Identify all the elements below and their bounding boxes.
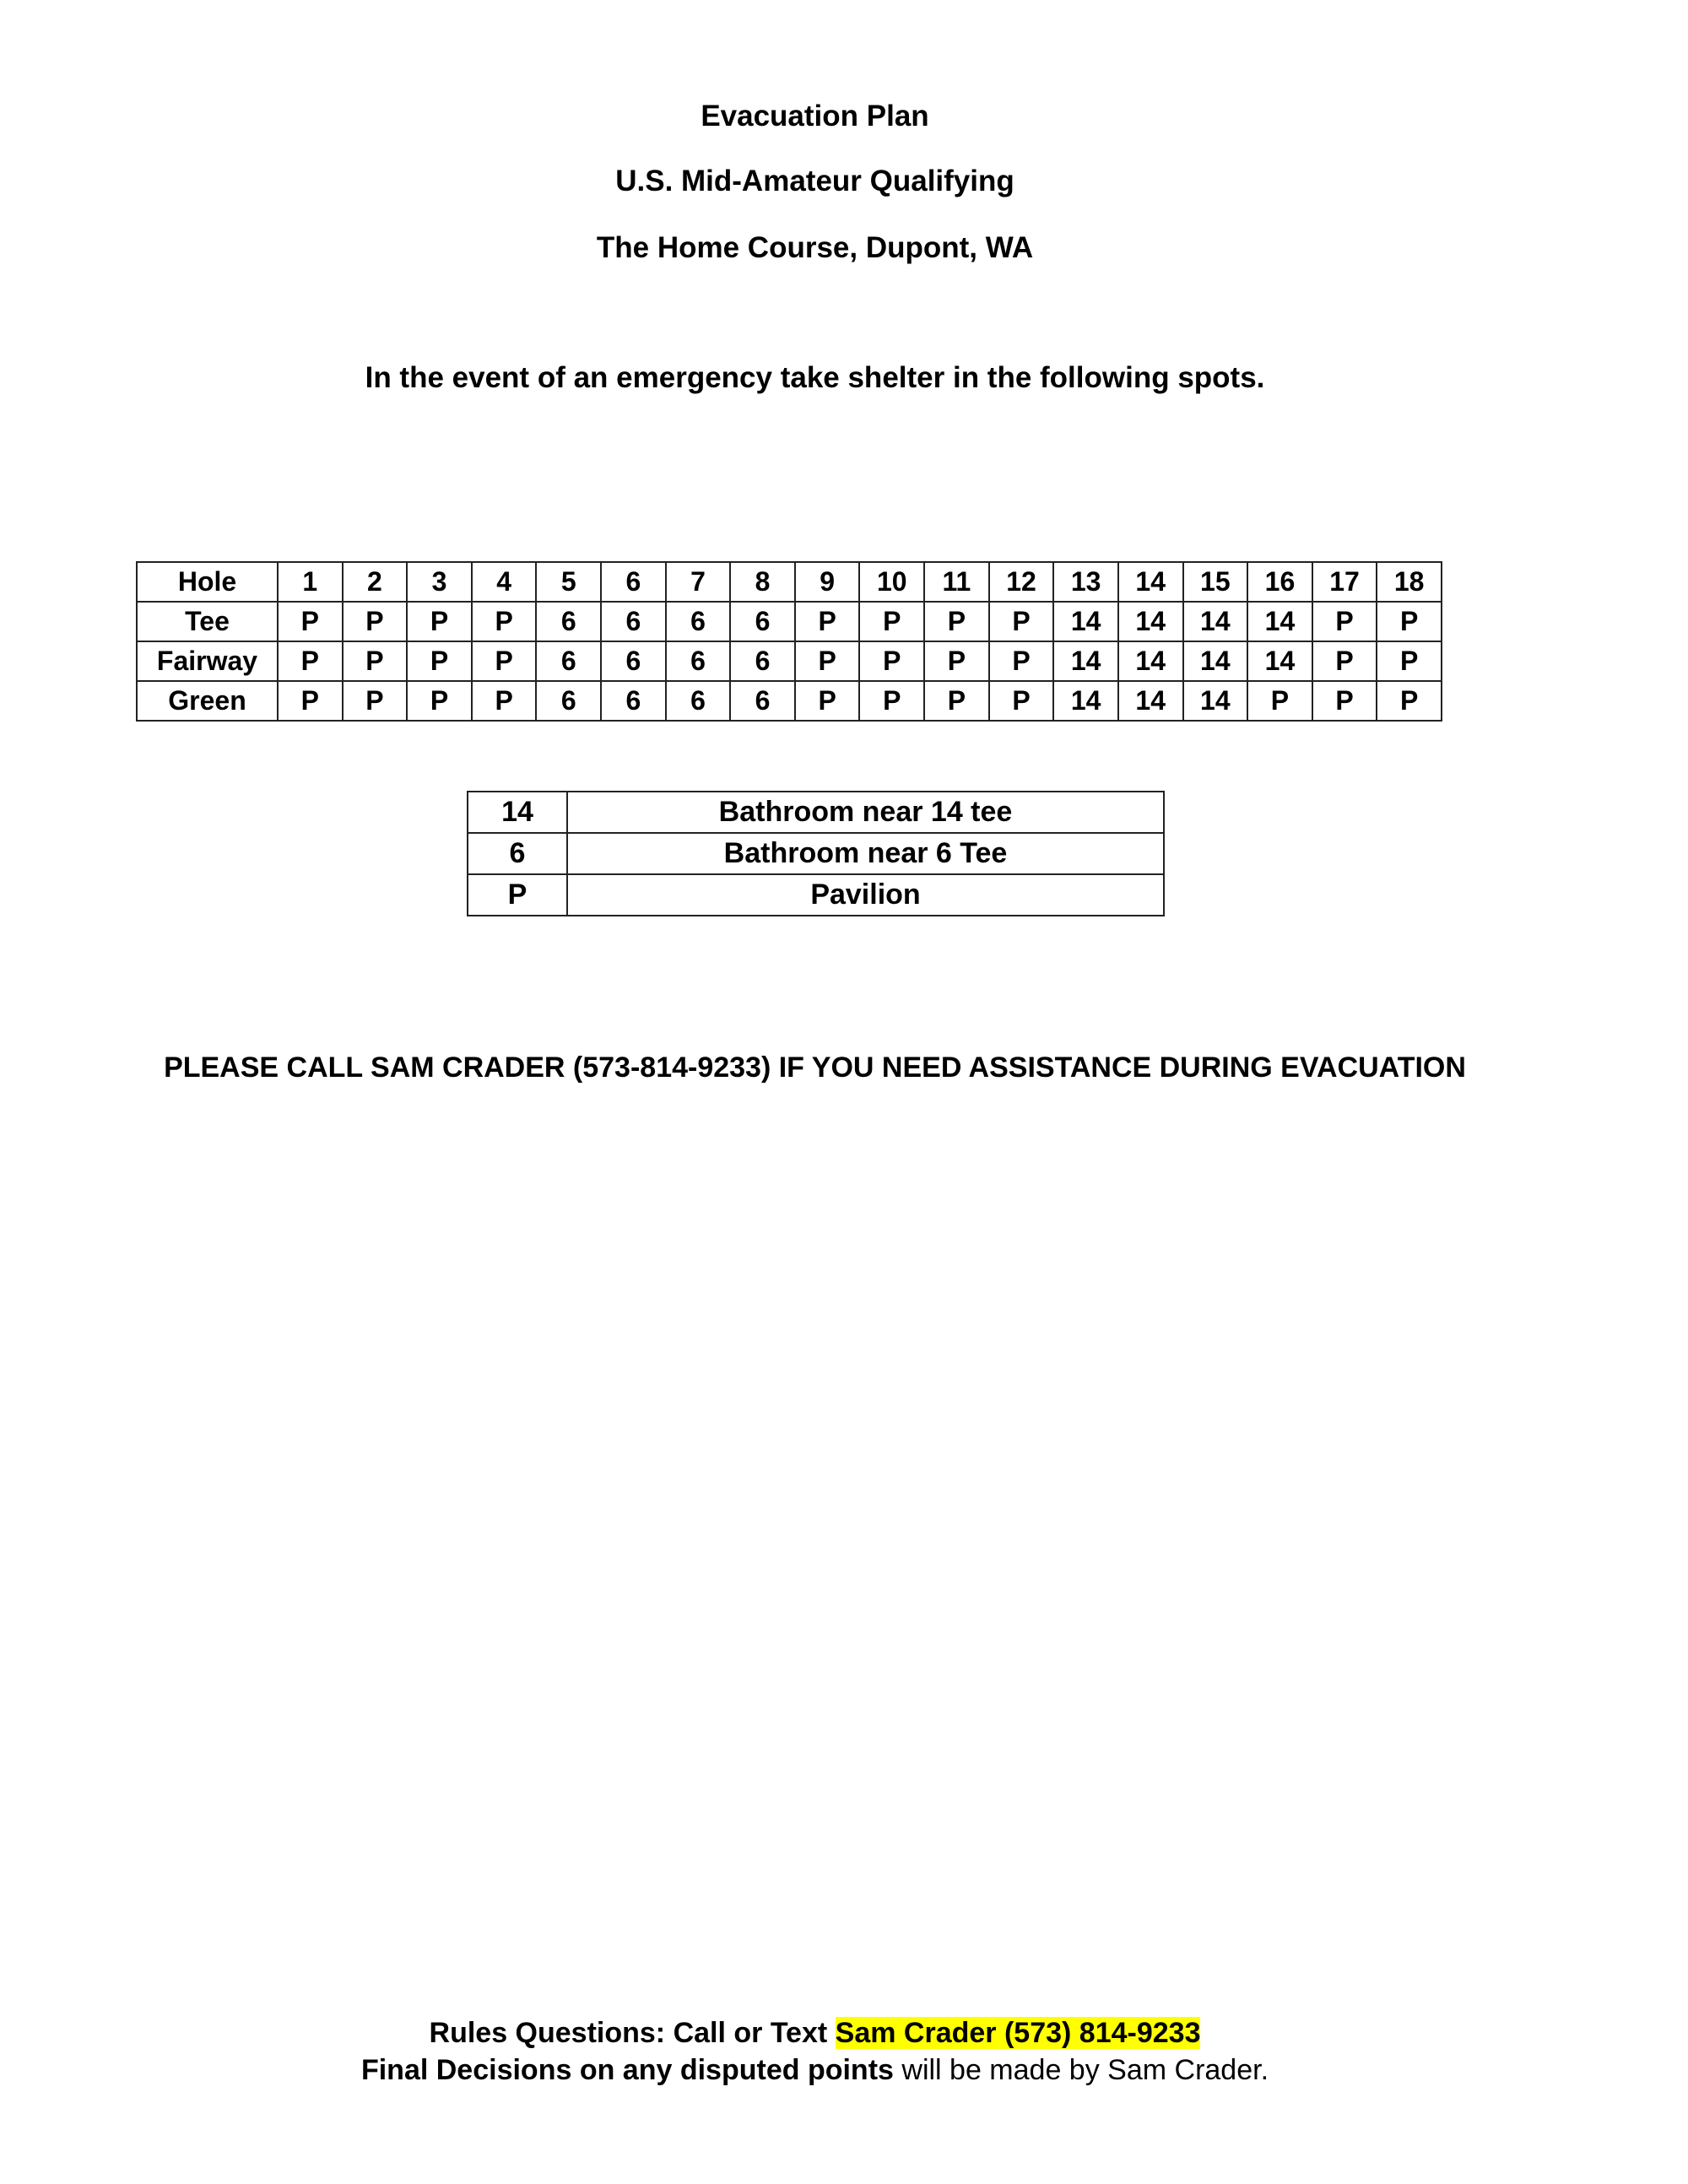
hole-table-cell: P <box>472 602 537 641</box>
hole-table-cell: 6 <box>666 681 731 721</box>
hole-table-cell: 14 <box>1118 602 1183 641</box>
legend-description: Bathroom near 6 Tee <box>567 833 1164 874</box>
hole-table-cell: 2 <box>343 562 408 602</box>
hole-table-cell: 3 <box>407 562 472 602</box>
row-label: Fairway <box>137 641 278 681</box>
hole-table-cell: P <box>343 681 408 721</box>
hole-table-cell: 9 <box>795 562 860 602</box>
hole-table-cell: 17 <box>1312 562 1377 602</box>
hole-table-cell: P <box>1247 681 1312 721</box>
hole-table-cell: 6 <box>666 641 731 681</box>
row-label: Hole <box>137 562 278 602</box>
event-location: The Home Course, Dupont, WA <box>596 231 1034 264</box>
hole-table-cell: 10 <box>859 562 924 602</box>
event-name: U.S. Mid-Amateur Qualifying <box>615 165 1014 197</box>
hole-table-cell: 12 <box>989 562 1054 602</box>
hole-table-cell: 5 <box>536 562 601 602</box>
hole-table-cell: 14 <box>1118 641 1183 681</box>
hole-table-cell: 18 <box>1377 562 1442 602</box>
hole-table-cell: 7 <box>666 562 731 602</box>
legend-description: Pavilion <box>567 874 1164 916</box>
hole-table-cell: 8 <box>730 562 795 602</box>
hole-table-cell: 13 <box>1053 562 1118 602</box>
shelter-legend-table <box>467 791 1165 916</box>
legend-row <box>468 833 1164 874</box>
hole-table-cell: P <box>859 681 924 721</box>
shelter-by-hole-table <box>136 561 1442 722</box>
hole-table-cell: 6 <box>601 641 666 681</box>
document-title: Evacuation Plan <box>701 100 929 132</box>
hole-table-cell: 6 <box>536 602 601 641</box>
hole-table-cell: P <box>859 602 924 641</box>
hole-table-cell: P <box>343 602 408 641</box>
legend-description: Bathroom near 14 tee <box>567 792 1164 833</box>
hole-table-cell: P <box>407 641 472 681</box>
hole-table-cell: 6 <box>601 681 666 721</box>
hole-table-cell: P <box>795 681 860 721</box>
hole-table-cell: 14 <box>1183 602 1248 641</box>
hole-table-cell: P <box>1312 641 1377 681</box>
hole-table-cell: P <box>278 602 343 641</box>
hole-table-cell: 11 <box>924 562 989 602</box>
hole-table-cell: 14 <box>1053 641 1118 681</box>
hole-table-cell: P <box>278 641 343 681</box>
hole-table-cell: P <box>278 681 343 721</box>
rules-contact: Sam Crader (573) 814-9233 <box>835 2017 1201 2049</box>
hole-table-cell: 6 <box>730 681 795 721</box>
hole-table-cell: P <box>924 681 989 721</box>
final-decisions-line <box>0 2054 1630 2087</box>
hole-table-cell: 14 <box>1183 681 1248 721</box>
row-label: Green <box>137 681 278 721</box>
hole-table-cell: P <box>1312 602 1377 641</box>
legend-code: P <box>468 874 567 916</box>
legend-code: 6 <box>468 833 567 874</box>
hole-table-row <box>137 602 1442 641</box>
hole-table-cell: 14 <box>1118 681 1183 721</box>
hole-table-cell: 1 <box>278 562 343 602</box>
hole-table-row <box>137 681 1442 721</box>
row-label: Tee <box>137 602 278 641</box>
assistance-note: PLEASE CALL SAM CRADER (573-814-9233) IF YOU NEED ASSISTANCE DURING EVACUATION <box>164 1051 1466 1084</box>
hole-table-cell: P <box>989 681 1054 721</box>
hole-table-cell: P <box>1377 641 1442 681</box>
hole-table-cell: P <box>1312 681 1377 721</box>
hole-table-cell: P <box>924 602 989 641</box>
rules-questions-line <box>0 2017 1630 2050</box>
hole-table-cell: P <box>343 641 408 681</box>
hole-table-cell: 6 <box>730 602 795 641</box>
hole-table-cell: P <box>924 641 989 681</box>
hole-table-cell: 6 <box>536 641 601 681</box>
hole-table-row <box>137 641 1442 681</box>
hole-table-cell: P <box>1377 681 1442 721</box>
hole-table-cell: 6 <box>601 602 666 641</box>
hole-table-cell: 6 <box>601 562 666 602</box>
hole-table-cell: 14 <box>1247 641 1312 681</box>
hole-table-cell: P <box>859 641 924 681</box>
rules-prefix: Rules Questions: Call or Text <box>429 2017 836 2049</box>
hole-table-cell: P <box>472 681 537 721</box>
hole-table-cell: 6 <box>730 641 795 681</box>
hole-table-cell: 14 <box>1053 602 1118 641</box>
hole-table-cell: 16 <box>1247 562 1312 602</box>
hole-table-cell: P <box>795 641 860 681</box>
hole-table-cell: 4 <box>472 562 537 602</box>
legend-code: 14 <box>468 792 567 833</box>
hole-table-cell: 15 <box>1183 562 1248 602</box>
hole-table-cell: P <box>989 641 1054 681</box>
final-decisions-bold: Final Decisions on any disputed points <box>360 2054 894 2086</box>
hole-table-cell: 14 <box>1118 562 1183 602</box>
hole-table-cell: 6 <box>536 681 601 721</box>
hole-table-cell: 14 <box>1053 681 1118 721</box>
hole-table-cell: 14 <box>1247 602 1312 641</box>
hole-table-cell: P <box>407 681 472 721</box>
hole-table-cell: P <box>1377 602 1442 641</box>
hole-table-cell: 6 <box>666 602 731 641</box>
legend-row <box>468 792 1164 833</box>
hole-table-row <box>137 562 1442 602</box>
hole-table-cell: P <box>989 602 1054 641</box>
hole-table-cell: P <box>407 602 472 641</box>
final-decisions-rest: will be made by Sam Crader. <box>893 2054 1269 2086</box>
hole-table-cell: P <box>795 602 860 641</box>
shelter-instruction: In the event of an emergency take shelter in the following spots. <box>365 361 1265 394</box>
legend-row <box>468 874 1164 916</box>
hole-table-cell: 14 <box>1183 641 1248 681</box>
hole-table-cell: P <box>472 641 537 681</box>
